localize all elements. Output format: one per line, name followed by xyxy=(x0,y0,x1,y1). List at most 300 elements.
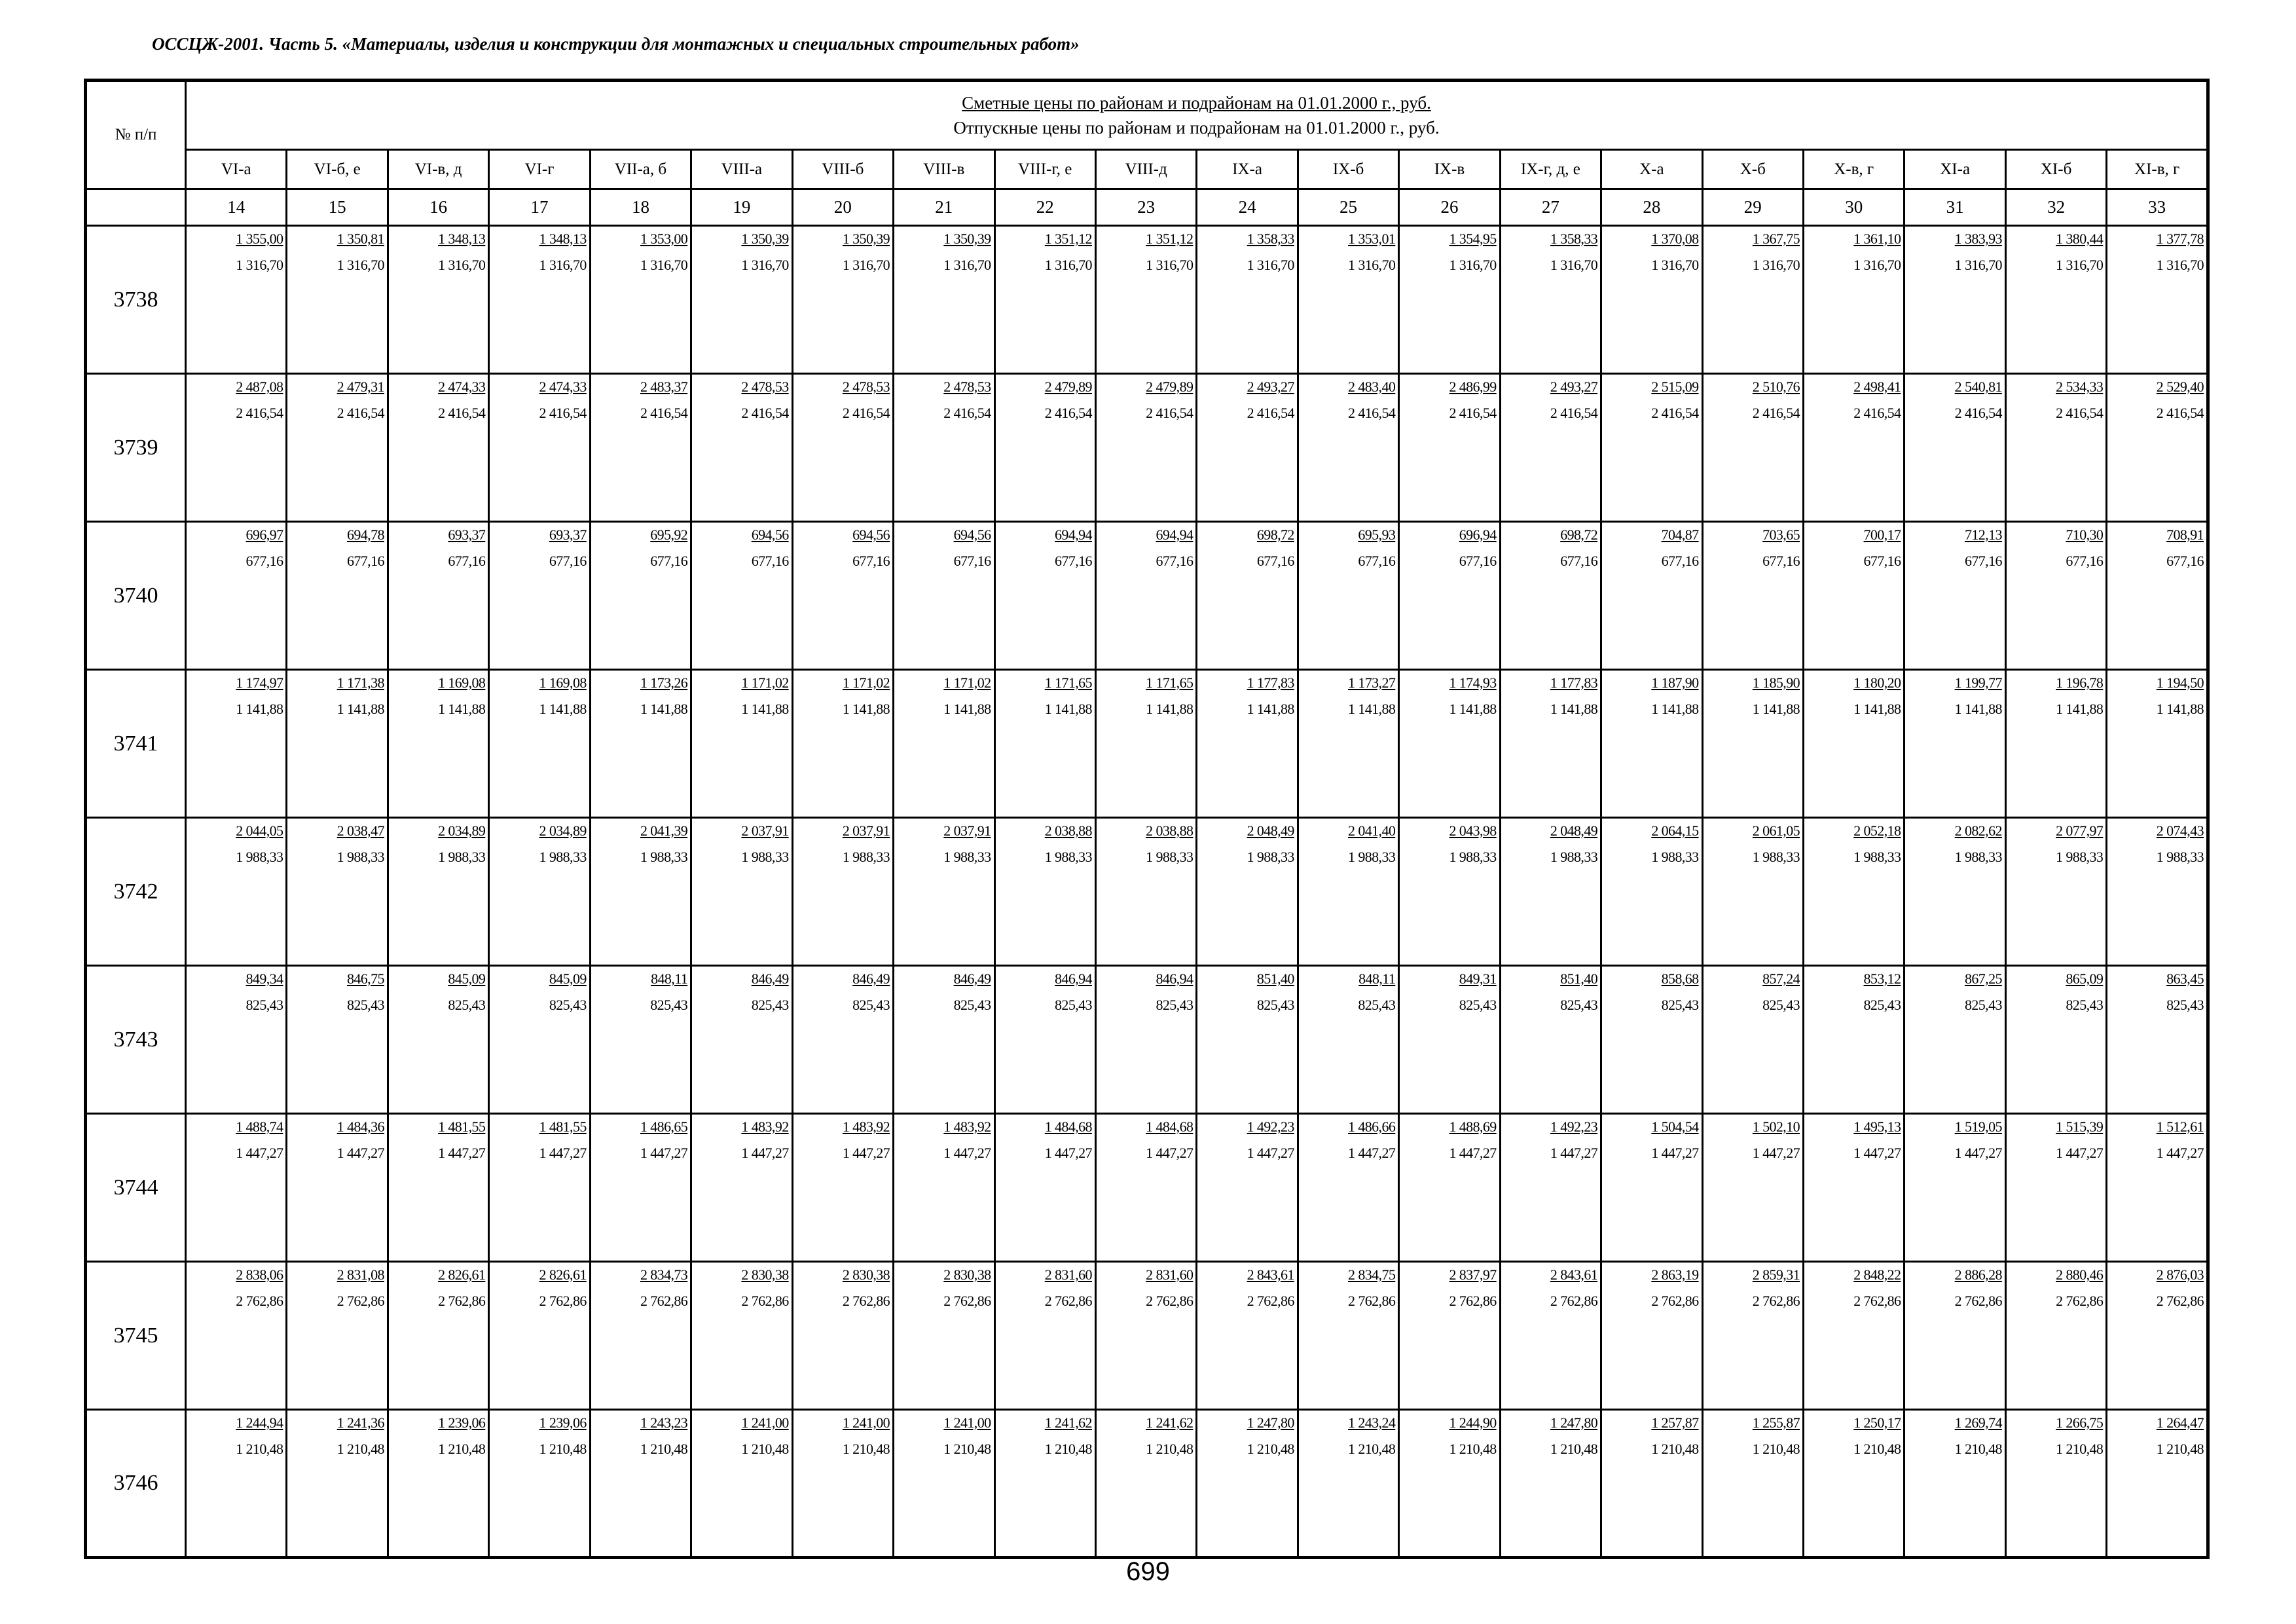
release-price: 825,43 xyxy=(1762,997,1800,1013)
price-cell xyxy=(1500,818,1601,966)
release-price: 1 141,88 xyxy=(1550,701,1598,717)
price-cell xyxy=(1804,522,1904,670)
release-price: 2 416,54 xyxy=(2156,405,2204,421)
release-price: 2 762,86 xyxy=(337,1293,384,1309)
column-number: 22 xyxy=(994,189,1095,226)
estimate-price: 1 380,44 xyxy=(2056,231,2104,247)
estimate-price: 1 243,23 xyxy=(640,1414,688,1431)
estimate-price: 865,09 xyxy=(2066,970,2104,987)
price-cell xyxy=(792,1114,893,1262)
price-cell xyxy=(691,1410,792,1558)
release-price: 2 416,54 xyxy=(1044,405,1092,421)
estimate-price: 2 540,81 xyxy=(1954,378,2002,395)
price-cell xyxy=(1298,1262,1398,1410)
price-cell xyxy=(388,374,488,522)
estimate-price: 846,75 xyxy=(346,970,384,987)
release-price: 1 988,33 xyxy=(640,849,688,865)
price-cell xyxy=(994,818,1095,966)
estimate-price: 1 177,83 xyxy=(1550,674,1598,691)
release-price: 1 210,48 xyxy=(1651,1441,1699,1457)
release-price: 1 447,27 xyxy=(1651,1145,1699,1161)
price-cell xyxy=(792,226,893,374)
release-price: 1 210,48 xyxy=(1449,1441,1497,1457)
estimate-price: 2 037,91 xyxy=(943,822,991,839)
estimate-price: 1 244,94 xyxy=(236,1414,283,1431)
page-number: 699 xyxy=(1126,1557,1170,1586)
price-cell xyxy=(1804,1114,1904,1262)
estimate-price: 2 826,61 xyxy=(438,1266,486,1283)
price-cell xyxy=(2107,1262,2208,1410)
release-price: 825,43 xyxy=(1863,997,1901,1013)
price-cell xyxy=(792,374,893,522)
release-price: 1 447,27 xyxy=(337,1145,384,1161)
estimate-price: 1 361,10 xyxy=(1853,231,1901,247)
column-number: 31 xyxy=(1904,189,2005,226)
row-number: 3745 xyxy=(86,1262,186,1410)
row-number: 3738 xyxy=(86,226,186,374)
estimate-price: 2 831,60 xyxy=(1146,1266,1194,1283)
price-cell xyxy=(287,522,388,670)
estimate-price: 1 367,75 xyxy=(1752,231,1800,247)
release-price: 1 988,33 xyxy=(741,849,789,865)
release-price: 2 762,86 xyxy=(741,1293,789,1309)
release-price: 825,43 xyxy=(2066,997,2104,1013)
price-cell xyxy=(1702,226,1803,374)
price-cell xyxy=(1399,966,1500,1114)
estimate-price: 2 837,97 xyxy=(1449,1266,1497,1283)
price-cell xyxy=(2005,670,2106,818)
release-price: 825,43 xyxy=(1964,997,2002,1013)
estimate-price: 1 354,95 xyxy=(1449,231,1497,247)
price-cell xyxy=(590,522,691,670)
release-price: 2 416,54 xyxy=(1449,405,1497,421)
price-cell xyxy=(1500,1410,1601,1558)
price-cell xyxy=(2107,522,2208,670)
price-cell xyxy=(1702,374,1803,522)
release-price: 677,16 xyxy=(1459,553,1497,569)
price-cell xyxy=(1399,670,1500,818)
price-cell xyxy=(1197,670,1298,818)
price-cell xyxy=(1702,1410,1803,1558)
price-cell xyxy=(1197,966,1298,1114)
price-cell xyxy=(2107,966,2208,1114)
price-cell xyxy=(1601,966,1702,1114)
column-number: 14 xyxy=(186,189,287,226)
estimate-price: 2 038,88 xyxy=(1044,822,1092,839)
release-price: 1 316,70 xyxy=(1853,257,1901,273)
release-price: 825,43 xyxy=(953,997,991,1013)
release-price: 1 988,33 xyxy=(842,849,890,865)
release-price: 677,16 xyxy=(1055,553,1092,569)
estimate-price: 2 493,27 xyxy=(1550,378,1598,395)
column-number: 20 xyxy=(792,189,893,226)
district-header: X-а xyxy=(1601,150,1702,189)
estimate-price: 2 034,89 xyxy=(539,822,587,839)
price-cell xyxy=(1095,374,1196,522)
release-price: 1 316,70 xyxy=(1146,257,1194,273)
release-price: 1 316,70 xyxy=(1449,257,1497,273)
price-cell xyxy=(388,522,488,670)
release-price: 2 762,86 xyxy=(438,1293,486,1309)
price-cell xyxy=(2107,226,2208,374)
release-price: 1 988,33 xyxy=(337,849,384,865)
release-price: 1 210,48 xyxy=(1044,1441,1092,1457)
estimate-price: 1 171,65 xyxy=(1146,674,1194,691)
price-cell xyxy=(489,1410,590,1558)
district-header: VIII-г, е xyxy=(994,150,1095,189)
release-price: 677,16 xyxy=(2166,553,2204,569)
release-price: 2 762,86 xyxy=(2056,1293,2104,1309)
estimate-price: 698,72 xyxy=(1256,526,1294,543)
release-price: 1 447,27 xyxy=(640,1145,688,1161)
column-number: 21 xyxy=(894,189,994,226)
release-price: 1 316,70 xyxy=(1651,257,1699,273)
release-price: 677,16 xyxy=(751,553,789,569)
release-price: 1 316,70 xyxy=(741,257,789,273)
price-cell xyxy=(388,966,488,1114)
estimate-price: 704,87 xyxy=(1661,526,1699,543)
estimate-price: 1 199,77 xyxy=(1954,674,2002,691)
price-cell xyxy=(186,1114,287,1262)
estimate-price: 2 529,40 xyxy=(2156,378,2204,395)
estimate-price: 1 171,02 xyxy=(741,674,789,691)
estimate-price: 1 266,75 xyxy=(2056,1414,2104,1431)
price-cell xyxy=(792,966,893,1114)
release-price: 2 762,86 xyxy=(539,1293,587,1309)
table-row xyxy=(86,374,2208,522)
release-price: 2 762,86 xyxy=(1449,1293,1497,1309)
price-cell xyxy=(1601,1114,1702,1262)
release-price: 1 316,70 xyxy=(1348,257,1396,273)
running-header: ОССЦЖ-2001. Часть 5. «Материалы, изделия и конструкции для монтажных и специальных строительных работ» xyxy=(152,34,1080,54)
price-cell xyxy=(287,966,388,1114)
price-cell xyxy=(2107,1410,2208,1558)
release-price: 1 988,33 xyxy=(1752,849,1800,865)
release-price: 825,43 xyxy=(246,997,283,1013)
price-cell xyxy=(1904,966,2005,1114)
release-price: 2 762,86 xyxy=(1954,1293,2002,1309)
price-table xyxy=(84,79,2210,1559)
estimate-price: 2 082,62 xyxy=(1954,822,2002,839)
price-cell xyxy=(489,818,590,966)
price-cell xyxy=(1399,1262,1500,1410)
release-price: 1 141,88 xyxy=(640,701,688,717)
release-price: 1 988,33 xyxy=(2156,849,2204,865)
release-price: 1 210,48 xyxy=(1247,1441,1294,1457)
release-price: 1 316,70 xyxy=(1044,257,1092,273)
price-cell xyxy=(2005,1114,2106,1262)
release-price: 1 141,88 xyxy=(741,701,789,717)
price-cell xyxy=(691,522,792,670)
estimate-price: 1 350,81 xyxy=(337,231,384,247)
release-price: 1 447,27 xyxy=(1247,1145,1294,1161)
estimate-price: 851,40 xyxy=(1256,970,1294,987)
price-cell xyxy=(691,1114,792,1262)
release-price: 1 141,88 xyxy=(337,701,384,717)
estimate-price: 1 173,26 xyxy=(640,674,688,691)
release-price: 1 447,27 xyxy=(2156,1145,2204,1161)
estimate-price: 845,09 xyxy=(448,970,486,987)
price-cell xyxy=(1197,522,1298,670)
price-cell xyxy=(1702,522,1803,670)
release-price: 2 762,86 xyxy=(1651,1293,1699,1309)
estimate-price: 1 247,80 xyxy=(1550,1414,1598,1431)
price-cell xyxy=(994,374,1095,522)
price-cell xyxy=(590,1410,691,1558)
estimate-price: 693,37 xyxy=(549,526,587,543)
price-cell xyxy=(1197,1114,1298,1262)
release-price: 825,43 xyxy=(650,997,688,1013)
estimate-price: 1 484,36 xyxy=(337,1118,384,1135)
price-cell xyxy=(894,818,994,966)
release-price: 1 141,88 xyxy=(1954,701,2002,717)
release-price: 1 316,70 xyxy=(438,257,486,273)
estimate-price: 1 383,93 xyxy=(1954,231,2002,247)
estimate-price: 700,17 xyxy=(1863,526,1901,543)
estimate-price: 2 074,43 xyxy=(2156,822,2204,839)
estimate-price: 2 077,97 xyxy=(2056,822,2104,839)
estimate-price: 1 264,47 xyxy=(2156,1414,2204,1431)
price-cell xyxy=(1095,522,1196,670)
price-cell xyxy=(388,670,488,818)
estimate-price: 1 171,38 xyxy=(337,674,384,691)
price-cell xyxy=(1804,226,1904,374)
price-cell xyxy=(1298,1114,1398,1262)
release-price: 2 762,86 xyxy=(640,1293,688,1309)
release-price: 1 210,48 xyxy=(1752,1441,1800,1457)
release-price: 1 141,88 xyxy=(1651,701,1699,717)
release-price: 1 988,33 xyxy=(1853,849,1901,865)
price-cell xyxy=(1399,226,1500,374)
column-number: 15 xyxy=(287,189,388,226)
price-cell xyxy=(2107,1114,2208,1262)
estimate-price: 1 350,39 xyxy=(943,231,991,247)
release-price: 1 447,27 xyxy=(1954,1145,2002,1161)
price-cell xyxy=(186,670,287,818)
price-cell xyxy=(792,670,893,818)
release-price: 825,43 xyxy=(852,997,890,1013)
price-cell xyxy=(792,818,893,966)
price-cell xyxy=(1702,1262,1803,1410)
price-cell xyxy=(186,374,287,522)
district-header: VIII-д xyxy=(1095,150,1196,189)
table-row xyxy=(86,670,2208,818)
estimate-price: 1 512,61 xyxy=(2156,1118,2204,1135)
release-price: 1 988,33 xyxy=(1550,849,1598,865)
row-number: 3740 xyxy=(86,522,186,670)
release-price: 677,16 xyxy=(2066,553,2104,569)
release-price: 677,16 xyxy=(1256,553,1294,569)
price-cell xyxy=(287,670,388,818)
estimate-price: 1 169,08 xyxy=(539,674,587,691)
release-price: 1 316,70 xyxy=(1550,257,1598,273)
price-cell xyxy=(894,1114,994,1262)
estimate-price: 2 859,31 xyxy=(1752,1266,1800,1283)
estimate-price: 1 488,69 xyxy=(1449,1118,1497,1135)
estimate-price: 1 169,08 xyxy=(438,674,486,691)
release-price: 1 316,70 xyxy=(337,257,384,273)
price-cell xyxy=(489,374,590,522)
price-cell xyxy=(489,670,590,818)
price-cell xyxy=(894,226,994,374)
estimate-price: 2 831,08 xyxy=(337,1266,384,1283)
estimate-price: 1 492,23 xyxy=(1550,1118,1598,1135)
price-cell xyxy=(186,1262,287,1410)
release-price: 1 447,27 xyxy=(1853,1145,1901,1161)
column-number: 30 xyxy=(1804,189,1904,226)
release-price: 1 141,88 xyxy=(1044,701,1092,717)
release-price: 2 416,54 xyxy=(1752,405,1800,421)
estimate-price: 1 180,20 xyxy=(1853,674,1901,691)
estimate-price: 1 244,90 xyxy=(1449,1414,1497,1431)
release-price: 2 416,54 xyxy=(1954,405,2002,421)
district-header: IX-г, д, е xyxy=(1500,150,1601,189)
estimate-price: 2 483,40 xyxy=(1348,378,1396,395)
estimate-price: 694,56 xyxy=(953,526,991,543)
release-price: 2 762,86 xyxy=(1044,1293,1092,1309)
estimate-price: 1 241,00 xyxy=(943,1414,991,1431)
estimate-price: 2 048,49 xyxy=(1247,822,1294,839)
release-price: 1 316,70 xyxy=(2056,257,2104,273)
district-header: XI-а xyxy=(1904,150,2005,189)
estimate-price: 1 484,68 xyxy=(1044,1118,1092,1135)
price-cell xyxy=(1500,1262,1601,1410)
district-header: VI-г xyxy=(489,150,590,189)
price-cell xyxy=(287,1114,388,1262)
release-price: 1 447,27 xyxy=(2056,1145,2104,1161)
price-cell xyxy=(1500,226,1601,374)
estimate-price: 1 488,74 xyxy=(236,1118,283,1135)
release-price: 825,43 xyxy=(1256,997,1294,1013)
price-cell xyxy=(2005,966,2106,1114)
release-price: 2 762,86 xyxy=(1550,1293,1598,1309)
price-cell xyxy=(590,670,691,818)
release-price: 2 762,86 xyxy=(1752,1293,1800,1309)
release-price: 2 416,54 xyxy=(1146,405,1194,421)
estimate-price-title: Сметные цены по районам и подрайонам на 01.01.2000 г., руб. xyxy=(962,93,1431,113)
estimate-price: 848,11 xyxy=(1358,970,1396,987)
estimate-price: 694,94 xyxy=(1156,526,1194,543)
estimate-price: 1 481,55 xyxy=(539,1118,587,1135)
district-header: VIII-а xyxy=(691,150,792,189)
row-number: 3743 xyxy=(86,966,186,1114)
release-price: 1 988,33 xyxy=(1247,849,1294,865)
price-cell xyxy=(186,1410,287,1558)
district-header: VIII-б xyxy=(792,150,893,189)
estimate-price: 1 370,08 xyxy=(1651,231,1699,247)
release-price: 1 316,70 xyxy=(2156,257,2204,273)
price-cell xyxy=(2107,670,2208,818)
release-price: 1 316,70 xyxy=(1752,257,1800,273)
price-cell xyxy=(388,1262,488,1410)
release-price: 1 141,88 xyxy=(1146,701,1194,717)
release-price: 1 141,88 xyxy=(2156,701,2204,717)
estimate-price: 1 257,87 xyxy=(1651,1414,1699,1431)
estimate-price: 2 834,75 xyxy=(1348,1266,1396,1283)
estimate-price: 696,97 xyxy=(246,526,283,543)
estimate-price: 1 174,93 xyxy=(1449,674,1497,691)
release-price: 2 416,54 xyxy=(1550,405,1598,421)
release-price: 1 210,48 xyxy=(1954,1441,2002,1457)
release-price: 2 416,54 xyxy=(438,405,486,421)
price-cell xyxy=(388,226,488,374)
price-cell xyxy=(186,522,287,670)
release-price: 1 316,70 xyxy=(640,257,688,273)
column-number: 29 xyxy=(1702,189,1803,226)
price-cell xyxy=(1702,966,1803,1114)
price-cell xyxy=(1095,1410,1196,1558)
price-cell xyxy=(590,966,691,1114)
price-cell xyxy=(489,1114,590,1262)
release-price: 825,43 xyxy=(549,997,587,1013)
price-cell xyxy=(2005,522,2106,670)
estimate-price: 1 171,02 xyxy=(943,674,991,691)
price-cell xyxy=(1298,966,1398,1114)
price-cell xyxy=(1702,1114,1803,1262)
release-price: 2 416,54 xyxy=(943,405,991,421)
price-cell xyxy=(994,670,1095,818)
release-price: 2 762,86 xyxy=(1247,1293,1294,1309)
price-cell xyxy=(1904,1262,2005,1410)
price-cell xyxy=(1702,818,1803,966)
column-number: 26 xyxy=(1399,189,1500,226)
release-price: 1 988,33 xyxy=(2056,849,2104,865)
price-cell xyxy=(994,966,1095,1114)
estimate-price: 2 478,53 xyxy=(943,378,991,395)
price-cell xyxy=(287,374,388,522)
release-price: 677,16 xyxy=(1358,553,1396,569)
release-price: 825,43 xyxy=(751,997,789,1013)
price-cell xyxy=(2107,818,2208,966)
column-number: 24 xyxy=(1197,189,1298,226)
estimate-price: 710,30 xyxy=(2066,526,2104,543)
price-cell xyxy=(1601,818,1702,966)
release-price: 825,43 xyxy=(1459,997,1497,1013)
price-cell xyxy=(994,226,1095,374)
release-price: 1 141,88 xyxy=(1449,701,1497,717)
estimate-price: 1 239,06 xyxy=(539,1414,587,1431)
estimate-price: 2 048,49 xyxy=(1550,822,1598,839)
price-cell xyxy=(287,818,388,966)
estimate-price: 1 350,39 xyxy=(741,231,789,247)
release-price: 677,16 xyxy=(448,553,486,569)
release-price: 677,16 xyxy=(1964,553,2002,569)
column-number: 18 xyxy=(590,189,691,226)
price-cell xyxy=(1500,374,1601,522)
release-price: 825,43 xyxy=(1156,997,1194,1013)
estimate-price: 2 880,46 xyxy=(2056,1266,2104,1283)
estimate-price: 694,56 xyxy=(751,526,789,543)
estimate-price: 1 241,36 xyxy=(337,1414,384,1431)
price-cell xyxy=(186,226,287,374)
price-cell xyxy=(1298,670,1398,818)
price-cell xyxy=(1904,1410,2005,1558)
estimate-price: 848,11 xyxy=(651,970,688,987)
price-cell xyxy=(1904,226,2005,374)
estimate-price: 851,40 xyxy=(1560,970,1598,987)
price-cell xyxy=(1904,522,2005,670)
release-price: 1 141,88 xyxy=(1752,701,1800,717)
release-price: 677,16 xyxy=(953,553,991,569)
price-cell xyxy=(2005,374,2106,522)
price-cell xyxy=(994,522,1095,670)
estimate-price: 846,94 xyxy=(1156,970,1194,987)
column-number: 16 xyxy=(388,189,488,226)
price-cell xyxy=(894,522,994,670)
estimate-price: 1 484,68 xyxy=(1146,1118,1194,1135)
price-cell xyxy=(1095,226,1196,374)
release-price: 2 762,86 xyxy=(2156,1293,2204,1309)
